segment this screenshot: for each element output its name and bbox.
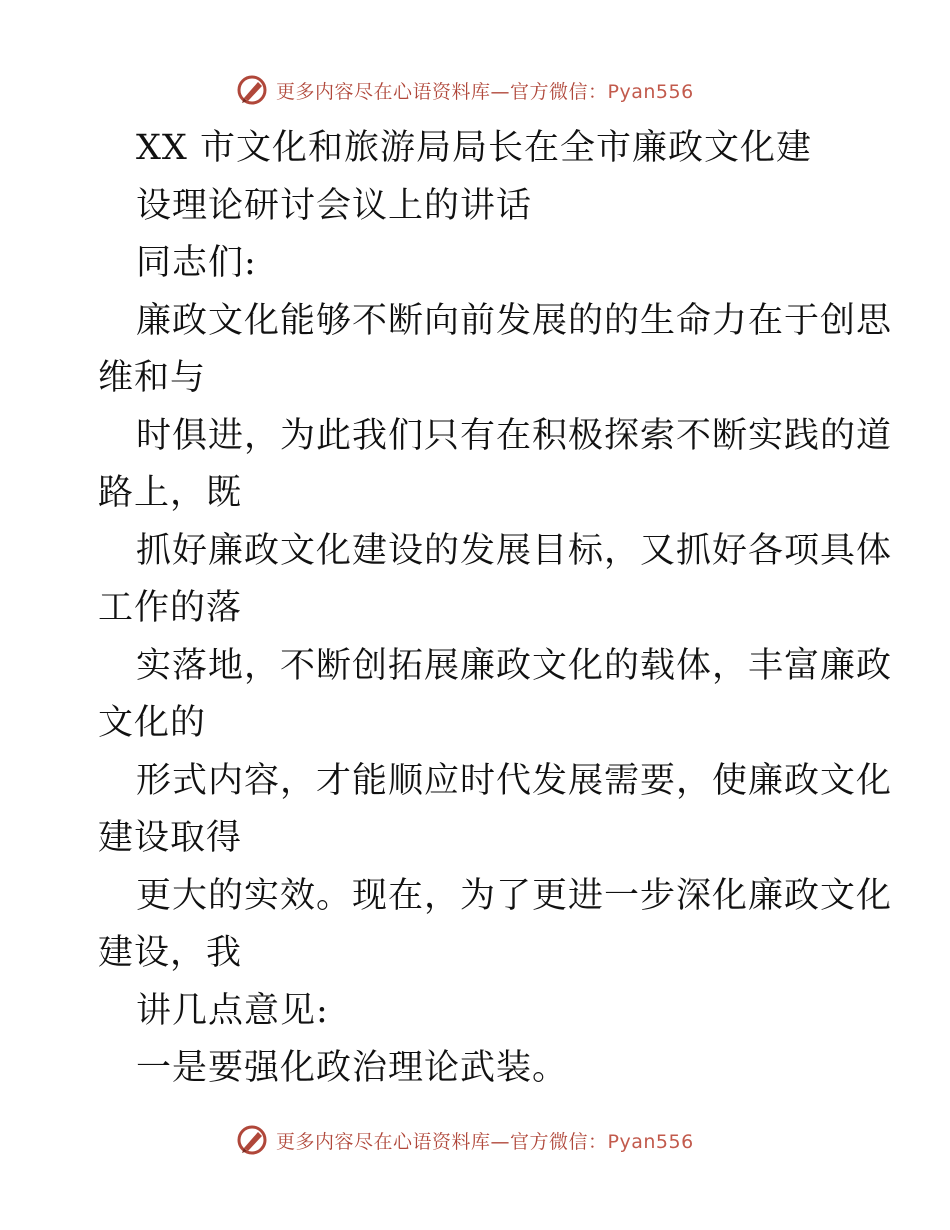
section-heading: 一是要强化政治理论武装。: [136, 1048, 569, 1088]
footer-banner: [236, 1122, 706, 1158]
title-line-2: 设理论研讨会议上的讲话: [136, 185, 533, 226]
paragraph-line: 廉政文化能够不断向前发展的的生命力在于创思: [136, 300, 893, 341]
banner-caption: [276, 1127, 694, 1154]
banner-caption: [276, 77, 694, 104]
paragraph-line: 时俱进，为此我们只有在积极探索不断实践的道: [136, 415, 893, 456]
paragraph-line: 实落地，不断创拓展廉政文化的载体，丰富廉政: [136, 645, 893, 686]
paragraph-line: 维和与: [98, 358, 207, 398]
paragraph-line: 抓好廉政文化建设的发展目标，又抓好各项具体: [136, 530, 893, 571]
banner-wechat-id: Pyan556: [607, 80, 694, 103]
paragraph-line: 讲几点意见:: [136, 990, 329, 1031]
pen-logo-icon: [236, 74, 268, 106]
title-line-1: XX 市文化和旅游局局长在全市廉政文化建: [136, 128, 812, 168]
pen-logo-icon: [236, 1124, 268, 1156]
document-body: [98, 120, 893, 1098]
header-banner: [236, 72, 706, 108]
paragraph-line: 路上，既: [98, 473, 243, 513]
paragraph-line: 工作的落: [98, 588, 243, 628]
paragraph-line: 建设，我: [98, 933, 243, 973]
banner-text: 更多内容尽在心语资料库—官方微信：: [276, 80, 608, 103]
paragraph-line: 更大的实效。现在，为了更进一步深化廉政文化: [136, 875, 893, 916]
salutation: 同志们:: [136, 243, 257, 283]
banner-text: 更多内容尽在心语资料库—官方微信：: [276, 1130, 608, 1153]
paragraph-line: 建设取得: [98, 818, 243, 858]
banner-wechat-id: Pyan556: [607, 1130, 694, 1153]
paragraph-line: 形式内容，才能顺应时代发展需要，使廉政文化: [136, 760, 893, 801]
paragraph-line: 文化的: [98, 703, 207, 743]
